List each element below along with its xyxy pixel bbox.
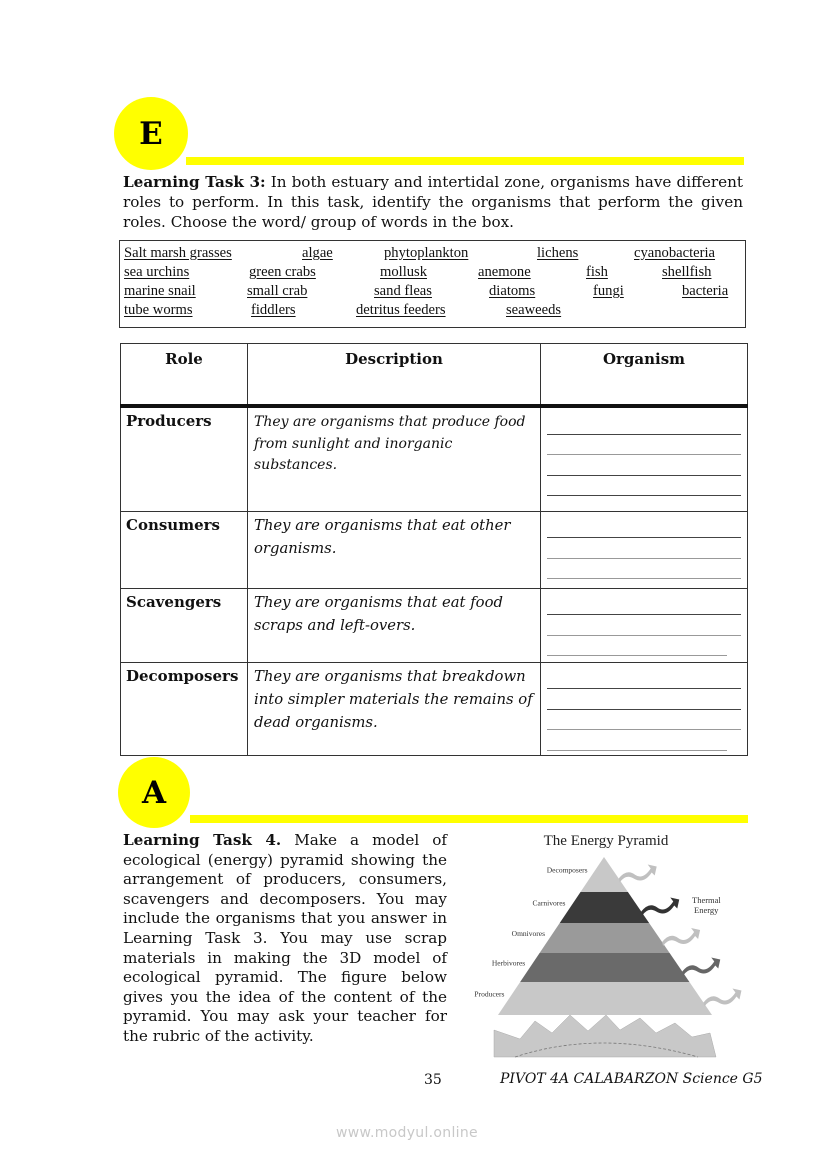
page-number: 35 [424,1072,442,1088]
word-bank-item: diatoms [489,283,536,299]
organism-answer-cell[interactable] [541,406,748,511]
level-label: Producers [474,989,505,999]
word-bank-row [124,245,741,264]
description-cell: They are organisms that produce food from sunlight and inorganic substances. [248,406,541,511]
learning-task-4-text: Make a model of ecological (energy) pyramid showing the arrangement of producers, consumers, scavengers and decomposers. You may include the organisms that you answer in Learning Task 3. You may use scrap materials in making the 3D model of ecological pyramid. The figure below gives you the idea of the content of the pyramid. You may ask your teacher for the rubric of the activity. [123,831,447,1045]
organism-answer-cell[interactable] [541,662,748,755]
answer-line[interactable] [547,730,727,751]
word-bank-item: green crabs [249,264,316,280]
word-bank-item: sea urchins [124,264,190,280]
answer-line[interactable] [547,689,741,710]
word-bank-item: small crab [247,283,308,299]
watermark: www.modyul.online [336,1125,478,1141]
answer-line[interactable] [547,710,741,731]
role-cell: Producers [121,406,248,511]
word-bank-box [119,240,746,328]
section-a-letter: A [141,774,167,811]
learning-task-4-instructions [123,831,447,1047]
header-role: Role [121,344,248,407]
organism-answer-cell[interactable] [541,588,748,662]
thermal-label-line2: Energy [694,905,719,915]
answer-line[interactable] [547,518,741,539]
thermal-energy-arrow-icon [682,958,720,976]
thermal-energy-arrow-icon [619,865,657,883]
roles-table [120,343,748,756]
pyramid-level-herbivores [520,953,689,982]
thermal-energy-arrow-icon [641,898,679,916]
word-bank-item: bacteria [682,283,729,299]
description-cell: They are organisms that eat food scraps and left-overs. [248,588,541,662]
answer-line[interactable] [547,414,741,435]
table-row [121,406,748,511]
word-bank-item: lichens [537,245,579,261]
word-bank-item: mollusk [380,264,428,280]
word-bank-item: anemone [478,264,531,280]
header-description: Description [248,344,541,407]
answer-line[interactable] [547,455,741,476]
thermal-label-line1: Thermal [692,895,721,905]
word-bank-item: sand fleas [374,283,432,299]
figure-title: The Energy Pyramid [543,833,669,849]
answer-line[interactable] [547,669,741,690]
pyramid-level-omnivores [540,923,670,953]
table-header-row [121,344,748,407]
word-bank-item: detritus feeders [356,302,446,318]
section-a-badge [118,757,190,828]
level-label: Omnivores [511,929,545,938]
section-e-badge [114,97,188,170]
word-bank-item: seaweeds [506,302,562,318]
section-a-divider [190,815,748,823]
learning-task-3-text: In both estuary and intertidal zone, organisms have different roles to perform. In this task, identify the organisms that perform the given roles. Choose the word/ group of words in the box. [123,173,743,231]
word-bank-item: tube worms [124,302,193,318]
answer-line[interactable] [547,476,741,497]
word-bank-row [124,264,741,283]
table-row [121,511,748,588]
description-cell: They are organisms that eat other organisms. [248,511,541,588]
word-bank-item: cyanobacteria [634,245,716,261]
learning-task-3-label: Learning Task 3: [123,173,266,191]
thermal-energy-arrow-icon [662,928,700,946]
description-cell: They are organisms that breakdown into simpler materials the remains of dead organisms. [248,662,541,755]
answer-line[interactable] [547,559,741,580]
word-bank-row [124,302,741,321]
word-bank-item: marine snail [124,283,196,299]
table-row [121,662,748,755]
section-e-letter: E [139,115,163,152]
pyramid-level-producers [498,982,712,1015]
role-cell: Decomposers [121,662,248,755]
role-cell: Scavengers [121,588,248,662]
learning-task-3-instructions [123,173,743,232]
answer-line[interactable] [547,615,741,636]
answer-line[interactable] [547,636,727,657]
word-bank-item: algae [302,245,333,261]
header-organism: Organism [541,344,748,407]
section-e-divider [186,157,744,165]
word-bank-item: phytoplankton [384,245,469,261]
pyramid-level-carnivores [560,892,649,923]
word-bank-row [124,283,741,302]
sun-base-icon [494,1015,716,1057]
role-cell: Consumers [121,511,248,588]
word-bank-item: Salt marsh grasses [124,245,232,261]
answer-line[interactable] [547,595,741,616]
answer-line[interactable] [547,435,741,456]
energy-pyramid-svg [460,825,752,1070]
learning-task-4-label: Learning Task 4. [123,831,282,849]
word-bank-item: fish [586,264,608,280]
pyramid-level-decomposers [581,857,628,892]
level-label: Carnivores [532,898,566,908]
publication-title: PIVOT 4A CALABARZON Science G5 [500,1071,763,1087]
word-bank-item: fiddlers [251,302,296,318]
level-label: Decomposers [546,865,588,875]
energy-pyramid-figure [460,825,752,1070]
word-bank-item: fungi [593,283,624,299]
word-bank-item: shellfish [662,264,712,280]
table-row [121,588,748,662]
organism-answer-cell[interactable] [541,511,748,588]
thermal-energy-arrow-icon [703,989,741,1007]
level-label: Herbivores [491,958,526,968]
answer-line[interactable] [547,538,741,559]
